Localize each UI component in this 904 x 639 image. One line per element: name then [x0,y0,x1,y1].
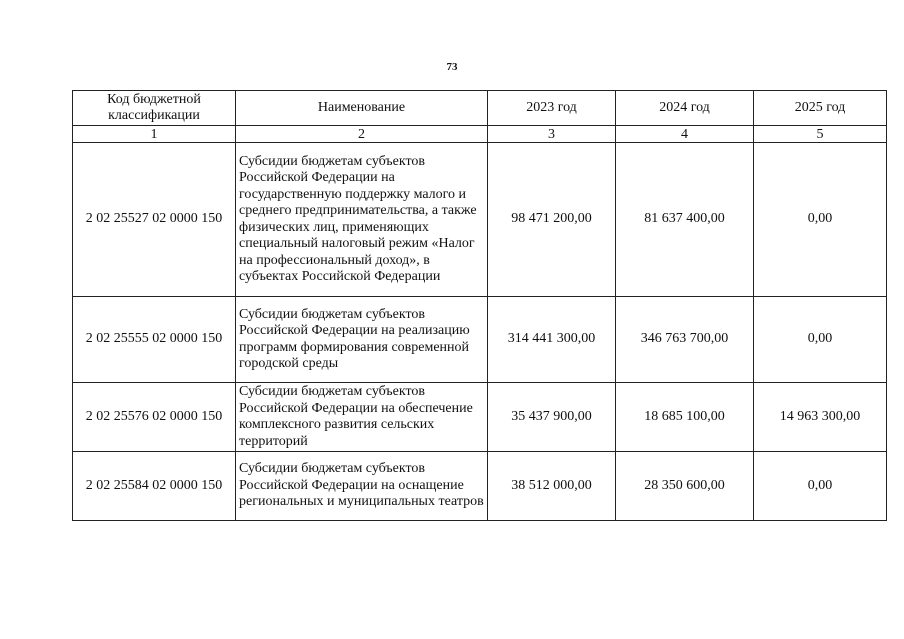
amount-2024-cell: 18 685 100,00 [616,383,754,452]
name-cell: Субсидии бюджетам субъектов Российской Федерации на оснащение региональных и муниципальных театров [236,452,488,521]
budget-code-cell: 2 02 25555 02 0000 150 [73,297,236,383]
budget-table [72,90,887,521]
budget-code-cell: 2 02 25584 02 0000 150 [73,452,236,521]
amount-2025-cell: 0,00 [754,452,887,521]
amount-2024-cell: 28 350 600,00 [616,452,754,521]
header-name: Наименование [236,91,488,126]
column-number: 2 [236,126,488,143]
column-number: 1 [73,126,236,143]
amount-2023-cell: 98 471 200,00 [488,143,616,297]
header-row [73,91,887,126]
amount-2025-cell: 14 963 300,00 [754,383,887,452]
name-cell: Субсидии бюджетам субъектов Российской Федерации на государственную поддержку малого и среднего предпринимательства, а также физических лиц, применяющих специальный налоговый режим «Налог на профессиональный доход», в субъектах Российской Федерации [236,143,488,297]
header-2025: 2025 год [754,91,887,126]
budget-code-cell: 2 02 25527 02 0000 150 [73,143,236,297]
column-number: 4 [616,126,754,143]
page-number: 73 [446,61,458,73]
amount-2024-cell: 81 637 400,00 [616,143,754,297]
header-code: Код бюджетной классификации [73,91,236,126]
table-row [73,143,887,297]
table-row [73,383,887,452]
header-2023: 2023 год [488,91,616,126]
table-row [73,297,887,383]
header-2024: 2024 год [616,91,754,126]
column-number: 5 [754,126,887,143]
name-cell: Субсидии бюджетам субъектов Российской Федерации на обеспечение комплексного развития сельских территорий [236,383,488,452]
amount-2023-cell: 38 512 000,00 [488,452,616,521]
table-row [73,452,887,521]
amount-2023-cell: 314 441 300,00 [488,297,616,383]
amount-2024-cell: 346 763 700,00 [616,297,754,383]
column-number: 3 [488,126,616,143]
amount-2025-cell: 0,00 [754,297,887,383]
name-cell: Субсидии бюджетам субъектов Российской Федерации на реализацию программ формирования современной городской среды [236,297,488,383]
column-number-row [73,126,887,143]
budget-code-cell: 2 02 25576 02 0000 150 [73,383,236,452]
amount-2023-cell: 35 437 900,00 [488,383,616,452]
amount-2025-cell: 0,00 [754,143,887,297]
